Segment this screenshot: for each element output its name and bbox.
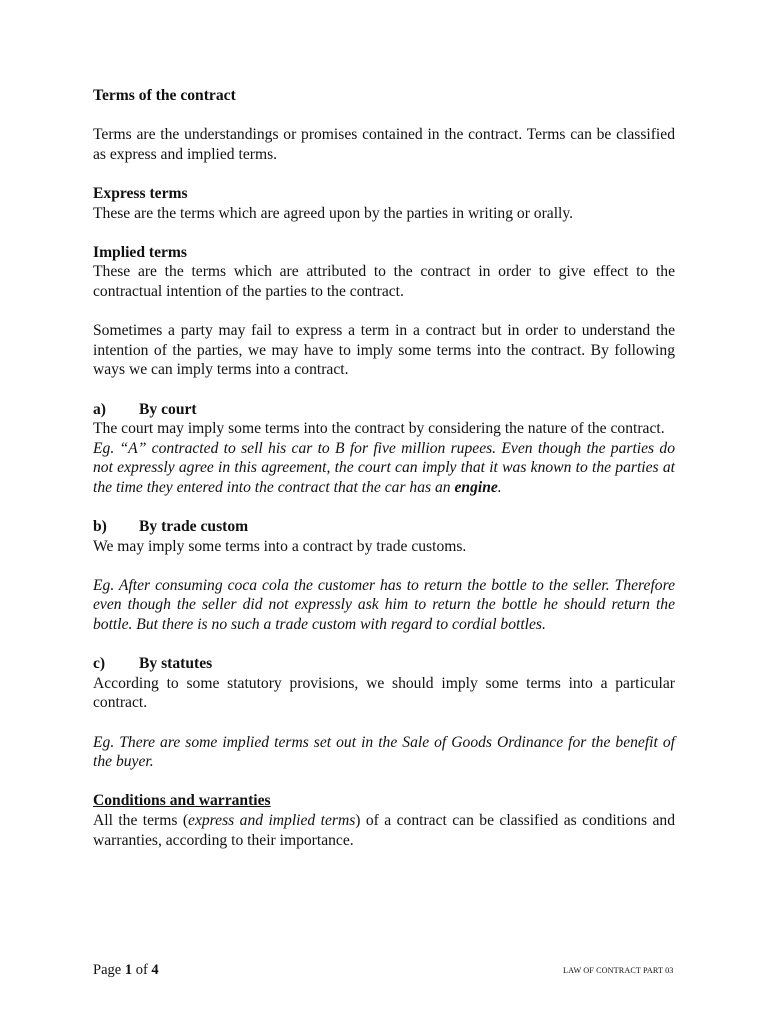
page-total: 4 bbox=[151, 962, 159, 978]
by-statutes-heading bbox=[93, 654, 675, 674]
text-end: ) of a contract can be classified as conditions and warranties, according to their importance. bbox=[93, 811, 675, 849]
implied-terms-heading: Implied terms bbox=[93, 243, 187, 261]
section-label: b) bbox=[93, 518, 107, 536]
by-court-example bbox=[93, 439, 675, 498]
text-start: All the terms ( bbox=[93, 811, 189, 829]
implied-terms-paragraph-2: Sometimes a party may fail to express a term in a contract but in order to understand the intention of the parties, we may have to imply some terms into the contract. By following ways we can imply terms into a contract. bbox=[93, 322, 675, 379]
section-label: a) bbox=[93, 400, 106, 418]
document-body bbox=[93, 86, 675, 850]
section-title: By trade custom bbox=[139, 518, 249, 536]
example-end: . bbox=[497, 478, 502, 496]
conditions-warranties-heading: Conditions and warranties bbox=[93, 792, 271, 810]
intro-paragraph: Terms are the understandings or promises contained in the contract. Terms can be classified as express and implied terms. bbox=[93, 126, 675, 163]
page-number bbox=[93, 962, 159, 979]
by-court-heading bbox=[93, 400, 675, 420]
page-current: 1 bbox=[124, 962, 133, 978]
by-statutes-example: Eg. There are some implied terms set out in the Sale of Goods Ordinance for the benefit of the buyer. bbox=[93, 733, 675, 771]
of-word: of bbox=[135, 962, 148, 978]
by-court-text: The court may imply some terms into the contract by considering the nature of the contract. bbox=[93, 420, 665, 438]
by-statutes-text: According to some statutory provisions, we should imply some terms into a particular contract. bbox=[93, 674, 675, 712]
text-italic: express and implied terms bbox=[188, 811, 356, 829]
page-footer bbox=[93, 962, 675, 982]
document-title: Terms of the contract bbox=[93, 87, 236, 104]
section-label: c) bbox=[93, 655, 106, 673]
implied-terms-text: These are the terms which are attributed to the contract in order to give effect to the contractual intention of the parties to the contract. bbox=[93, 263, 675, 300]
conditions-warranties-text bbox=[93, 811, 675, 850]
express-terms-heading: Express terms bbox=[93, 184, 188, 202]
example-text: Eg. “A” contracted to sell his car to B for five million rupees. Even though the parties do not expressly agree in this agreement, the court can imply that it was known to the parties at the time they entered into the contract that the car has an bbox=[93, 439, 675, 496]
example-emphasis: engine bbox=[454, 478, 498, 496]
express-terms-text: These are the terms which are agreed upon by the parties in writing or orally. bbox=[93, 204, 574, 222]
by-trade-custom-heading bbox=[93, 517, 675, 537]
section-title: By court bbox=[139, 400, 197, 418]
page-word: Page bbox=[93, 962, 122, 978]
by-trade-custom-example: Eg. After consuming coca cola the customer has to return the bottle to the seller. Therefore even though the seller did not expressly ask him to return the bottle he should return the bottle. But there is no such a trade custom with regard to cordial bottles. bbox=[93, 576, 675, 634]
by-trade-custom-text: We may imply some terms into a contract by trade customs. bbox=[93, 537, 467, 555]
section-title: By statutes bbox=[139, 655, 213, 673]
footer-document-label: LAW OF CONTRACT PART 03 bbox=[563, 966, 674, 975]
